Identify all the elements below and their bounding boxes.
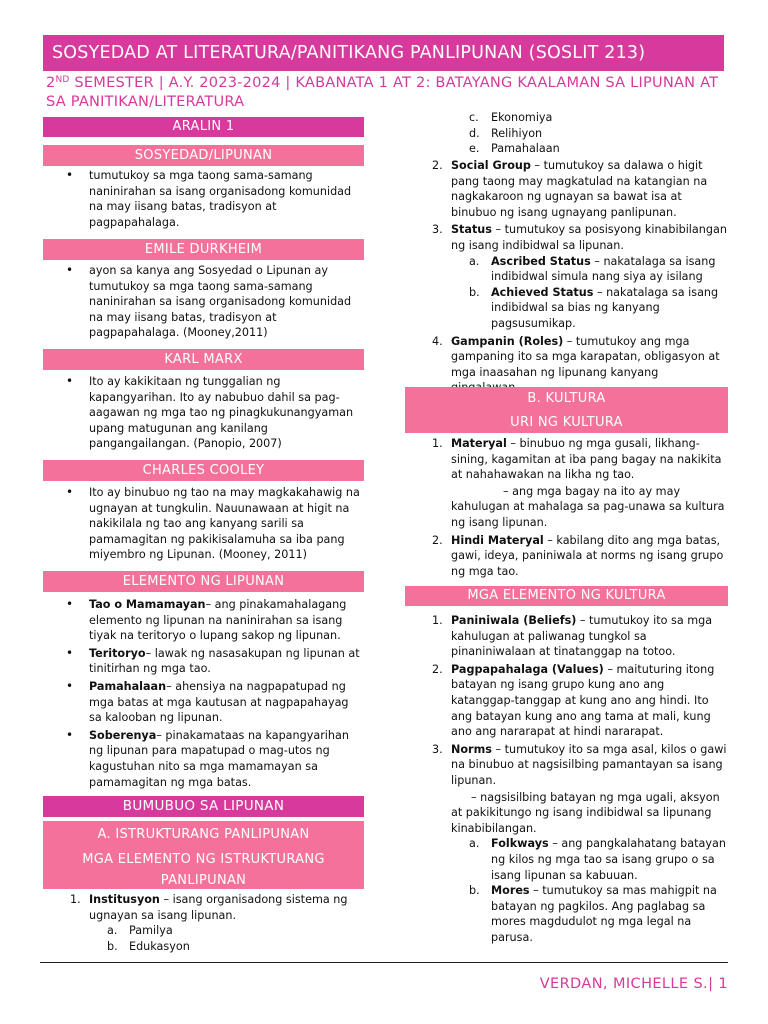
item-number: 3. bbox=[432, 223, 443, 237]
materyal-continuation: – ang mga bagay na ito ay may kahulugan at mahalaga sa pag-unawa sa kultura ng isang lipunan. bbox=[451, 484, 725, 529]
list-item bbox=[405, 222, 728, 331]
term: Achieved Status bbox=[491, 285, 594, 299]
norms-sublist bbox=[451, 836, 728, 945]
status-sublist bbox=[451, 254, 728, 332]
list-item bbox=[43, 646, 364, 677]
istruktura-heading bbox=[43, 821, 364, 889]
sub-marker: a. bbox=[107, 924, 118, 938]
durkheim-heading: EMILE DURKHEIM bbox=[43, 239, 364, 260]
sub-marker: e. bbox=[469, 142, 480, 156]
term: Norms bbox=[451, 742, 492, 756]
definition: – tumutukoy sa dalawa o higit pang taong may magkatulad na katangian na nagkakaroon ng ugnayan sa bawat isa at binubuo ng isang ugnayang panlipunan. bbox=[451, 159, 708, 219]
institusyon-list bbox=[43, 892, 364, 956]
term: Pagpapahalaga (Values) bbox=[451, 662, 604, 676]
definition: – tumutukoy ang mga gampaning ito sa mga karapatan, obligasyon at mga inaasahan ng lipunang kanyang bbox=[451, 334, 720, 379]
item-number: 1. bbox=[432, 437, 443, 450]
sub-item bbox=[89, 939, 364, 955]
term: Institusyon bbox=[89, 893, 160, 906]
document-subtitle bbox=[46, 73, 726, 111]
marx-list bbox=[43, 374, 364, 454]
term: Social Group bbox=[451, 159, 531, 172]
definition: – kabilang dito ang mga batas, gawi, ideya, paniniwala at norms ng isang grupo ng mga tao. bbox=[451, 533, 724, 578]
sub-text: Ekonomiya bbox=[491, 111, 553, 124]
definition: – binubuo ng mga gusali, likhang-sining, kagamitan at iba pang bagay na nakikita at nahahawakan na likha ng tao. bbox=[451, 437, 722, 482]
sosyedad-list bbox=[43, 168, 364, 232]
definition: – isang organisadong sistema ng ugnayan sa isang lipunan. bbox=[89, 893, 348, 922]
sub-item bbox=[405, 126, 728, 142]
term: Folkways bbox=[491, 837, 549, 851]
uri-ng-kultura: URI NG KULTURA bbox=[510, 415, 623, 430]
sub-marker: b. bbox=[469, 285, 480, 299]
definition: – tumutukoy ito sa mga asal, kilos o gawi na binubuo at nagsisilbing pamantayan sa isang lipunan. bbox=[451, 742, 727, 787]
definition: – ang pinakamahalagang elemento ng lipunan na naninirahan sa isang tiyak na teritoryo o lupang sakop ng lipunan. bbox=[89, 598, 347, 643]
list-item bbox=[405, 158, 728, 220]
norms-continuation: – nagsisilbing batayan ng mga ugali, aksyon at pakikitungo ng isang indibidwal sa lipunang kinabibilangan. bbox=[451, 790, 720, 835]
term: Tao o Mamamayan bbox=[89, 598, 206, 611]
sub-item bbox=[451, 285, 728, 332]
elemento-kultura-heading: MGA ELEMENTO NG KULTURA bbox=[405, 586, 728, 606]
item-number: 4. bbox=[432, 334, 443, 348]
definition: – tumutukoy sa posisyong kinabibilangan ng isang indibidwal sa lipunan. bbox=[451, 223, 727, 252]
list-item: • Ito ay kakikitaan ng tunggalian ng kapangyarihan. Ito ay nabubuo dahil sa pag-aagawan ng mga tao ng pinagkukunangyaman upang matugunan ang kanilang pangangailangan. (Panopio, 2007) bbox=[43, 374, 364, 452]
sub-text: Edukasyon bbox=[129, 939, 190, 953]
sub-marker: d. bbox=[469, 126, 480, 140]
durkheim-list bbox=[43, 263, 364, 343]
sub-text: Pamahalaan bbox=[491, 142, 560, 156]
list-item: • tumutukoy sa mga taong sama-samang naninirahan sa isang organisadong komunidad na may iisang batas, tradisyon at pagpapahalaga. bbox=[43, 168, 364, 230]
sub-item bbox=[451, 883, 728, 945]
sub-marker: c. bbox=[469, 111, 479, 124]
kultura-heading bbox=[405, 387, 728, 433]
list-item: • ayon sa kanya ang Sosyedad o Lipunan ay tumutukoy sa mga taong sama-samang naninirahan sa isang organisadong komunidad na may iisang batas, tradisyon at pagpapahalaga. (Mooney,2011) bbox=[43, 263, 364, 341]
cooley-heading: CHARLES COOLEY bbox=[43, 460, 364, 481]
definition: – lawak ng nasasakupan ng lipunan at tinitirhan ng mga tao. bbox=[89, 646, 360, 676]
sosyedad-heading: SOSYEDAD/LIPUNAN bbox=[43, 145, 364, 166]
list-item bbox=[43, 728, 364, 790]
aralin-heading: ARALIN 1 bbox=[43, 117, 364, 137]
definition: – ahensiya na nagpapatupad ng mga batas at mga kautusan at nagpapahayag sa kalooban ng lipunan. bbox=[89, 679, 349, 725]
definition: – tumutukoy ito sa mga kahulugan at paliwanag tungkol sa pinaniniwalaan at tinatanggap na totoo. bbox=[451, 614, 713, 659]
bumubuo-heading: BUMUBUO SA LIPUNAN bbox=[43, 796, 364, 817]
marx-heading: KARL MARX bbox=[43, 349, 364, 370]
sub-text: – nakatalaga sa isang indibidwal simula nang siya ay isilang bbox=[491, 254, 716, 284]
document-title bbox=[43, 35, 724, 71]
sub-marker: b. bbox=[107, 939, 118, 953]
sub-item bbox=[405, 110, 728, 126]
term: Soberenya bbox=[89, 728, 157, 742]
item-number: 1. bbox=[70, 893, 81, 906]
kultura-b: B. KULTURA bbox=[527, 391, 606, 406]
term: Pamahalaan bbox=[89, 679, 167, 693]
sub-item bbox=[89, 923, 364, 939]
term: Hindi Materyal bbox=[451, 533, 544, 547]
list-item bbox=[405, 742, 728, 946]
list-item bbox=[405, 613, 728, 660]
elemento-kultura-list bbox=[405, 613, 728, 947]
definition: – pinakamataas na kapangyarihan ng lipunan para mapatupad o mag-utos ng kagustuhan nito sa mga mamamayan sa pamamagitan ng mga batas. bbox=[89, 728, 349, 789]
footer-divider bbox=[40, 962, 728, 963]
term: Paniniwala (Beliefs) bbox=[451, 614, 577, 627]
sub-text: – tumutukoy sa mas mahigpit na batayan ng pagkilos. Ang paglabag sa mores magdudulot ng mga legal na parusa. bbox=[491, 884, 717, 944]
list-item bbox=[43, 892, 364, 954]
item-number: 2. bbox=[432, 662, 443, 676]
sub-marker: a. bbox=[469, 254, 480, 268]
istruktura-b: MGA ELEMENTO NG ISTRUKTURANG PANLIPUNAN bbox=[82, 852, 325, 888]
sub-text: Relihiyon bbox=[491, 126, 543, 140]
uri-list bbox=[405, 436, 728, 581]
term: Mores bbox=[491, 884, 530, 898]
sub-marker: a. bbox=[469, 837, 480, 851]
sub-item bbox=[451, 254, 728, 285]
list-item bbox=[43, 597, 364, 644]
istruktura-a: A. ISTRUKTURANG PANLIPUNAN bbox=[97, 827, 310, 842]
list-item: • Ito ay binubuo ng tao na may magkakahawig na ugnayan at tungkulin. Nauunawaan at higit na nakikilala ng tao ang kanyang sarili sa pamamagitan ng pakikisalamuha sa iba pang miyembro ng Lipunan. (Mooney, 2011) bbox=[43, 485, 364, 563]
item-number: 2. bbox=[432, 533, 443, 547]
istruktura-list-cont bbox=[405, 158, 728, 398]
subtitle-rest: SEMESTER | A.Y. 2023-2024 | KABANATA 1 AT 2: BATAYANG KAALAMAN SA LIPUNAN AT SA PANITIKAN/LITERATURA bbox=[46, 74, 719, 110]
item-number: 3. bbox=[432, 742, 443, 756]
elemento-list bbox=[43, 597, 364, 792]
list-item bbox=[405, 436, 728, 531]
document-title-text: SOSYEDAD AT LITERATURA/PANITIKANG PANLIPUNAN (SOSLIT 213) bbox=[52, 43, 646, 63]
sub-item bbox=[451, 836, 728, 883]
item-number: 2. bbox=[432, 159, 443, 172]
term: Ascribed Status bbox=[491, 254, 591, 268]
item-number: 1. bbox=[432, 614, 443, 627]
sub-text: Pamilya bbox=[129, 924, 173, 938]
definition: – maituturing itong batayan ng isang grupo kung ano ang katanggap-tanggap at kung ano ang hindi. Ito ang batayan kung ano ang tama at mali, kung ano ang nararapat at hindi nararapat. bbox=[451, 662, 715, 739]
term: Status bbox=[451, 223, 492, 237]
footer-author-page: VERDAN, MICHELLE S.| 1 bbox=[539, 976, 728, 992]
subtitle-sem-sup: ND bbox=[55, 75, 70, 85]
term: Teritoryo bbox=[89, 646, 146, 660]
institusyon-sublist bbox=[89, 923, 364, 954]
list-item bbox=[405, 662, 728, 740]
term: Materyal bbox=[451, 437, 507, 450]
institusyon-cont-sublist bbox=[405, 110, 728, 157]
cooley-list bbox=[43, 485, 364, 565]
sub-text: – nakatalaga sa isang indibidwal sa bias ng kanyang pagsusumikap. bbox=[491, 285, 719, 330]
elemento-heading: ELEMENTO NG LIPUNAN bbox=[43, 571, 364, 592]
term: Gampanin (Roles) bbox=[451, 334, 564, 348]
list-item bbox=[43, 679, 364, 726]
sub-text: – ang pangkalahatang batayan ng kilos ng mga tao sa isang grupo o sa isang lipunan sa kabuuan. bbox=[491, 837, 726, 882]
list-item bbox=[405, 533, 728, 580]
subtitle-sem-num: 2 bbox=[46, 74, 56, 91]
sub-marker: b. bbox=[469, 884, 480, 898]
sub-item bbox=[405, 141, 728, 157]
